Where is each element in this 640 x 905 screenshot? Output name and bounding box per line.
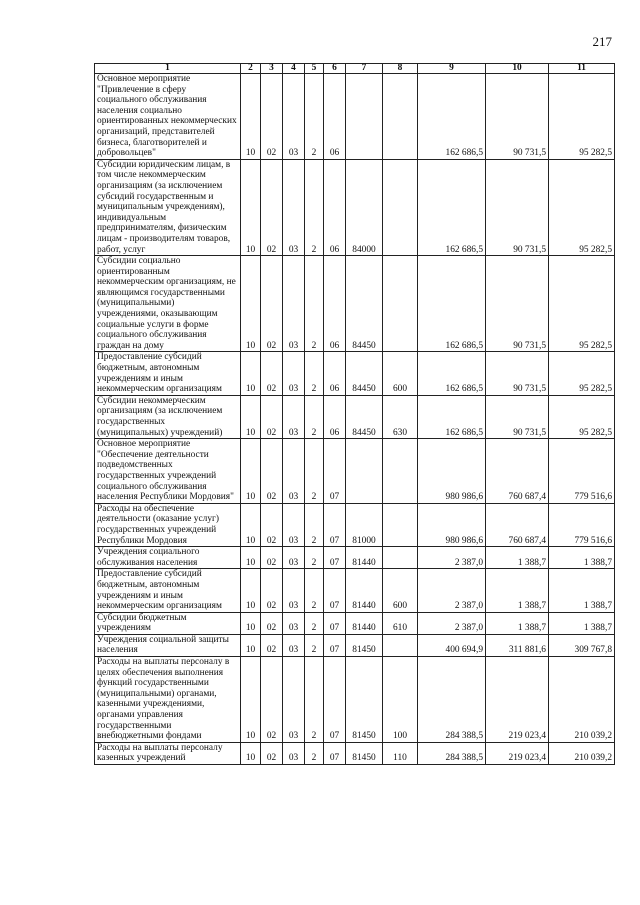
code-section: 10 xyxy=(241,74,261,160)
page-number: 217 xyxy=(592,34,612,49)
code-subsection: 02 xyxy=(261,159,283,255)
row-name: Субсидии бюджетным учреждениям xyxy=(95,612,241,634)
code-activity: 06 xyxy=(324,395,346,438)
row-name: Основное мероприятие "Привлечение в сферу социального обслуживания населения социально ориентированных некоммерческих организаций, представителей бизнеса, благотворителей и добровольцев" xyxy=(95,74,241,160)
code-direction: 81450 xyxy=(346,634,383,656)
amount-col11: 95 282,5 xyxy=(549,159,615,255)
amount-col9: 162 686,5 xyxy=(418,256,486,352)
column-header: 11 xyxy=(549,64,615,74)
code-activity: 07 xyxy=(324,503,346,546)
code-activity: 07 xyxy=(324,742,346,764)
code-subprogram: 2 xyxy=(305,439,324,504)
row-name: Учреждения социального обслуживания населения xyxy=(95,547,241,569)
code-subprogram: 2 xyxy=(305,569,324,612)
code-section: 10 xyxy=(241,657,261,743)
code-subsection: 02 xyxy=(261,612,283,634)
code-program: 03 xyxy=(283,395,305,438)
amount-col9: 2 387,0 xyxy=(418,547,486,569)
code-program: 03 xyxy=(283,612,305,634)
amount-col9: 980 986,6 xyxy=(418,439,486,504)
code-section: 10 xyxy=(241,159,261,255)
table-row xyxy=(95,352,615,395)
table-row xyxy=(95,256,615,352)
code-activity: 06 xyxy=(324,74,346,160)
code-section: 10 xyxy=(241,569,261,612)
column-header: 5 xyxy=(305,64,324,74)
table-body xyxy=(95,74,615,765)
row-name: Предоставление субсидий бюджетным, автономным учреждениям и иным некоммерческим организациям xyxy=(95,569,241,612)
table-row xyxy=(95,742,615,764)
code-direction: 84450 xyxy=(346,395,383,438)
row-name: Основное мероприятие "Обеспечение деятельности подведомственных государственных учреждений социального обслуживания населения Республики Мордовия" xyxy=(95,439,241,504)
amount-col11: 95 282,5 xyxy=(549,74,615,160)
amount-col9: 162 686,5 xyxy=(418,74,486,160)
code-activity: 07 xyxy=(324,657,346,743)
table-row xyxy=(95,395,615,438)
code-section: 10 xyxy=(241,439,261,504)
code-expense-type: 600 xyxy=(383,569,418,612)
row-name: Расходы на выплаты персоналу в целях обеспечения выполнения функций государственными (муниципальными) органами, казенными учреждениями, органами управления государственными внебюджетными фондами xyxy=(95,657,241,743)
code-expense-type: 110 xyxy=(383,742,418,764)
code-activity: 07 xyxy=(324,547,346,569)
amount-col11: 1 388,7 xyxy=(549,547,615,569)
code-section: 10 xyxy=(241,547,261,569)
code-direction xyxy=(346,439,383,504)
code-activity: 06 xyxy=(324,256,346,352)
code-subsection: 02 xyxy=(261,634,283,656)
column-header: 1 xyxy=(95,64,241,74)
amount-col10: 1 388,7 xyxy=(486,547,549,569)
amount-col10: 90 731,5 xyxy=(486,159,549,255)
code-subprogram: 2 xyxy=(305,352,324,395)
column-header: 10 xyxy=(486,64,549,74)
code-subprogram: 2 xyxy=(305,612,324,634)
code-section: 10 xyxy=(241,352,261,395)
code-program: 03 xyxy=(283,159,305,255)
row-name: Субсидии социально ориентированным некоммерческим организациям, не являющимся государственными (муниципальными) учреждениями, оказывающим социальные услуги в форме социального обслуживания граждан на дому xyxy=(95,256,241,352)
code-activity: 07 xyxy=(324,634,346,656)
code-direction: 84450 xyxy=(346,352,383,395)
column-header: 2 xyxy=(241,64,261,74)
code-expense-type xyxy=(383,547,418,569)
code-program: 03 xyxy=(283,547,305,569)
column-header: 3 xyxy=(261,64,283,74)
amount-col9: 162 686,5 xyxy=(418,352,486,395)
amount-col10: 90 731,5 xyxy=(486,352,549,395)
code-activity: 06 xyxy=(324,352,346,395)
amount-col11: 779 516,6 xyxy=(549,439,615,504)
code-activity: 06 xyxy=(324,159,346,255)
code-expense-type xyxy=(383,74,418,160)
row-name: Субсидии юридическим лицам, в том числе некоммерческим организациям (за исключением субсидий государственным и муниципальным учреждениям), индивидуальным предпринимателям, физическим лицам - производителям товаров, работ, услуг xyxy=(95,159,241,255)
amount-col9: 400 694,9 xyxy=(418,634,486,656)
code-program: 03 xyxy=(283,634,305,656)
table-row xyxy=(95,503,615,546)
code-subprogram: 2 xyxy=(305,547,324,569)
code-subsection: 02 xyxy=(261,569,283,612)
table-row xyxy=(95,159,615,255)
amount-col11: 95 282,5 xyxy=(549,395,615,438)
table-row xyxy=(95,569,615,612)
amount-col11: 95 282,5 xyxy=(549,352,615,395)
code-expense-type xyxy=(383,159,418,255)
amount-col11: 779 516,6 xyxy=(549,503,615,546)
amount-col11: 210 039,2 xyxy=(549,742,615,764)
code-expense-type xyxy=(383,503,418,546)
code-activity: 07 xyxy=(324,569,346,612)
code-expense-type: 630 xyxy=(383,395,418,438)
code-direction: 81440 xyxy=(346,547,383,569)
table-row xyxy=(95,74,615,160)
amount-col10: 219 023,4 xyxy=(486,742,549,764)
amount-col9: 162 686,5 xyxy=(418,159,486,255)
code-direction: 81440 xyxy=(346,569,383,612)
amount-col9: 980 986,6 xyxy=(418,503,486,546)
table-row xyxy=(95,439,615,504)
code-section: 10 xyxy=(241,612,261,634)
amount-col10: 90 731,5 xyxy=(486,74,549,160)
code-expense-type xyxy=(383,256,418,352)
code-expense-type xyxy=(383,439,418,504)
code-section: 10 xyxy=(241,395,261,438)
code-subprogram: 2 xyxy=(305,256,324,352)
code-direction: 81450 xyxy=(346,657,383,743)
code-direction: 84000 xyxy=(346,159,383,255)
code-subsection: 02 xyxy=(261,395,283,438)
code-subsection: 02 xyxy=(261,742,283,764)
code-subsection: 02 xyxy=(261,503,283,546)
column-header: 9 xyxy=(418,64,486,74)
code-subsection: 02 xyxy=(261,74,283,160)
code-program: 03 xyxy=(283,657,305,743)
code-subprogram: 2 xyxy=(305,657,324,743)
code-subsection: 02 xyxy=(261,256,283,352)
code-subsection: 02 xyxy=(261,547,283,569)
code-expense-type xyxy=(383,634,418,656)
code-program: 03 xyxy=(283,439,305,504)
amount-col10: 311 881,6 xyxy=(486,634,549,656)
code-direction: 84450 xyxy=(346,256,383,352)
code-subprogram: 2 xyxy=(305,503,324,546)
row-name: Расходы на обеспечение деятельности (оказание услуг) государственных учреждений Республики Мордовия xyxy=(95,503,241,546)
row-name: Расходы на выплаты персоналу казенных учреждений xyxy=(95,742,241,764)
column-header: 6 xyxy=(324,64,346,74)
code-section: 10 xyxy=(241,742,261,764)
code-activity: 07 xyxy=(324,612,346,634)
table-row xyxy=(95,634,615,656)
code-program: 03 xyxy=(283,352,305,395)
code-expense-type: 600 xyxy=(383,352,418,395)
column-header: 8 xyxy=(383,64,418,74)
amount-col11: 95 282,5 xyxy=(549,256,615,352)
code-direction: 81440 xyxy=(346,612,383,634)
code-program: 03 xyxy=(283,569,305,612)
row-name: Учреждения социальной защиты населения xyxy=(95,634,241,656)
amount-col10: 90 731,5 xyxy=(486,256,549,352)
code-expense-type: 100 xyxy=(383,657,418,743)
amount-col11: 210 039,2 xyxy=(549,657,615,743)
code-activity: 07 xyxy=(324,439,346,504)
code-direction: 81450 xyxy=(346,742,383,764)
amount-col10: 760 687,4 xyxy=(486,439,549,504)
amount-col9: 2 387,0 xyxy=(418,612,486,634)
code-section: 10 xyxy=(241,634,261,656)
amount-col10: 219 023,4 xyxy=(486,657,549,743)
amount-col11: 309 767,8 xyxy=(549,634,615,656)
table-row xyxy=(95,612,615,634)
code-direction: 81000 xyxy=(346,503,383,546)
code-program: 03 xyxy=(283,742,305,764)
amount-col10: 90 731,5 xyxy=(486,395,549,438)
amount-col9: 284 388,5 xyxy=(418,657,486,743)
code-program: 03 xyxy=(283,74,305,160)
table-row xyxy=(95,547,615,569)
amount-col11: 1 388,7 xyxy=(549,612,615,634)
code-direction xyxy=(346,74,383,160)
row-name: Предоставление субсидий бюджетным, автономным учреждениям и иным некоммерческим организациям xyxy=(95,352,241,395)
code-subprogram: 2 xyxy=(305,634,324,656)
amount-col10: 1 388,7 xyxy=(486,569,549,612)
code-subprogram: 2 xyxy=(305,395,324,438)
row-name: Субсидии некоммерческим организациям (за исключением государственных (муниципальных) учреждений) xyxy=(95,395,241,438)
table-header xyxy=(95,64,615,74)
amount-col10: 1 388,7 xyxy=(486,612,549,634)
code-program: 03 xyxy=(283,503,305,546)
code-subsection: 02 xyxy=(261,352,283,395)
column-header: 4 xyxy=(283,64,305,74)
budget-table xyxy=(94,63,615,765)
table-row xyxy=(95,657,615,743)
code-subprogram: 2 xyxy=(305,742,324,764)
code-section: 10 xyxy=(241,503,261,546)
amount-col10: 760 687,4 xyxy=(486,503,549,546)
code-expense-type: 610 xyxy=(383,612,418,634)
code-subsection: 02 xyxy=(261,439,283,504)
code-subsection: 02 xyxy=(261,657,283,743)
code-subprogram: 2 xyxy=(305,159,324,255)
amount-col9: 2 387,0 xyxy=(418,569,486,612)
header-row xyxy=(95,64,615,74)
column-header: 7 xyxy=(346,64,383,74)
amount-col9: 284 388,5 xyxy=(418,742,486,764)
code-subprogram: 2 xyxy=(305,74,324,160)
code-section: 10 xyxy=(241,256,261,352)
code-program: 03 xyxy=(283,256,305,352)
amount-col9: 162 686,5 xyxy=(418,395,486,438)
amount-col11: 1 388,7 xyxy=(549,569,615,612)
